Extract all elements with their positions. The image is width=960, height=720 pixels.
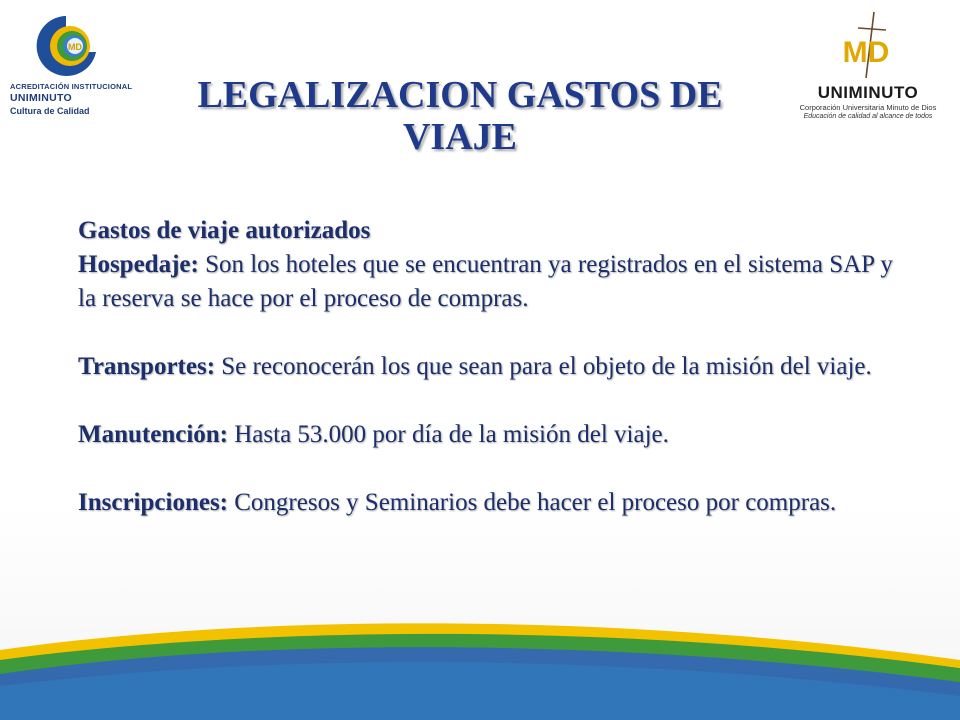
item-text-transportes: Se reconocerán los que sean para el objeto de la misión del viaje. — [215, 353, 872, 380]
content-body — [78, 214, 898, 554]
content-heading: Gastos de viaje autorizados — [78, 217, 371, 244]
content-block-inscripciones — [78, 486, 898, 520]
uniminuto-logo — [798, 10, 938, 125]
svg-text:MD: MD — [842, 36, 890, 69]
item-text-inscripciones: Congresos y Seminarios debe hacer el proceso por compras. — [228, 489, 837, 516]
accreditation-line3: Cultura de Calidad — [10, 106, 90, 116]
item-label-inscripciones: Inscripciones: — [78, 489, 228, 516]
accreditation-line1: ACREDITACIÓN INSTITUCIONAL — [10, 82, 133, 91]
page-title — [120, 74, 800, 158]
accreditation-badge-icon — [30, 12, 102, 80]
uniminuto-subtitle: Corporación Universitaria Minuto de Dios — [799, 103, 937, 112]
uniminuto-tagline: Educación de calidad al alcance de todos — [803, 113, 933, 120]
accreditation-logo — [8, 12, 133, 116]
title-line2: VIAJE — [402, 116, 518, 158]
accreditation-line2: UNIMINUTO — [10, 92, 73, 104]
item-label-transportes: Transportes: — [78, 353, 216, 380]
item-label-hospedaje: Hospedaje: — [78, 251, 199, 278]
md-cross-icon — [836, 10, 900, 80]
decorative-swoosh — [0, 610, 960, 720]
item-label-manutencion: Manutención: — [78, 421, 228, 448]
content-block-hospedaje — [78, 214, 898, 316]
title-line1: LEGALIZACION GASTOS DE — [197, 74, 723, 116]
content-block-manutencion — [78, 418, 898, 452]
item-text-manutencion: Hasta 53.000 por día de la misión del viaje. — [228, 421, 669, 448]
item-text-hospedaje: Son los hoteles que se encuentran ya registrados en el sistema SAP y la reserva se hace por el proceso de compras. — [78, 251, 893, 312]
uniminuto-name: UNIMINUTO — [817, 83, 919, 102]
content-block-transportes — [78, 350, 898, 384]
svg-text:MD: MD — [68, 42, 82, 52]
